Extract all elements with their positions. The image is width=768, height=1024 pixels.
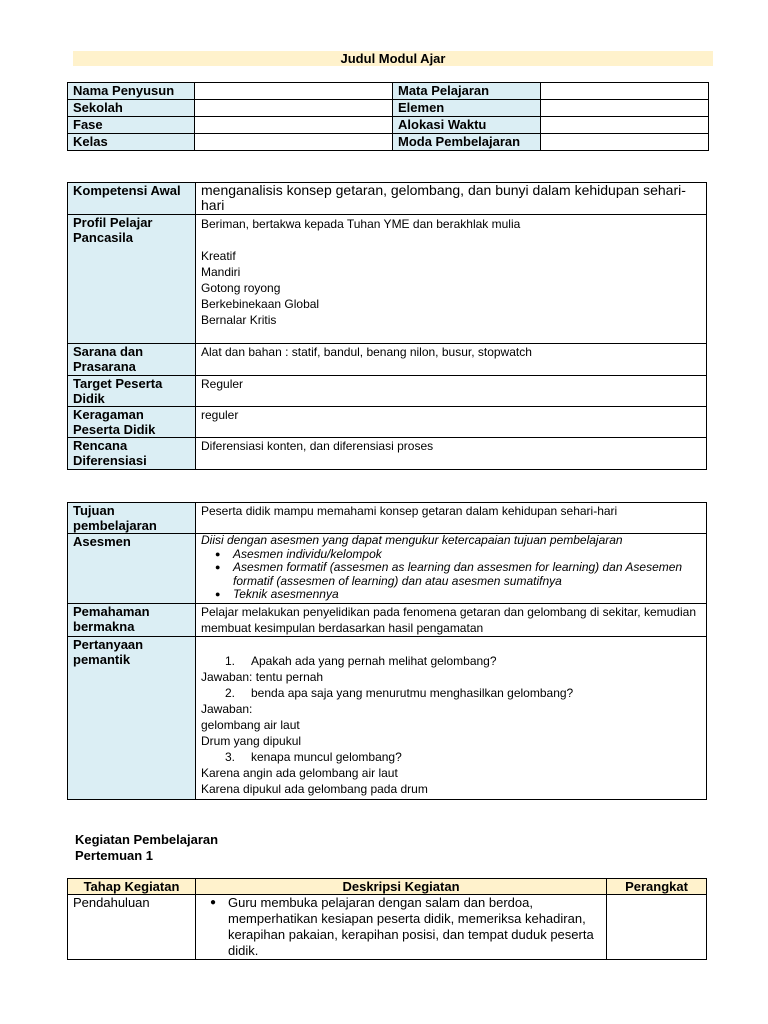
- document-title: Judul Modul Ajar: [73, 51, 713, 66]
- activity-bullet: ● Guru membuka pelajaran dengan salam dan berdoa, memperhatikan kesiapan peserta didik, memeriksa kehadiran, kerapihan pakaian, kerapihan posisi, dan tempat duduk peserta didik.: [206, 895, 601, 959]
- value-pemahaman: Pelajar melakukan penyelidikan pada fenomena getaran dan gelombang di sekitar, kemudian membuat kesimpulan berdasarkan hasil pengamatan: [196, 604, 707, 637]
- asesmen-bullet: ● Asesmen individu/kelompok: [201, 548, 701, 562]
- profil-item: Gotong royong: [201, 281, 281, 295]
- activities-subtitle: Pertemuan 1: [75, 848, 154, 863]
- label-kompetensi-awal: Kompetensi Awal: [68, 183, 196, 215]
- label-mata-pelajaran: Mata Pelajaran: [393, 83, 541, 100]
- goals-table: [67, 502, 707, 800]
- value-target: Reguler: [196, 376, 707, 407]
- answer-text: Karena dipukul ada gelombang pada drum: [201, 782, 428, 796]
- value-keragaman: reguler: [196, 407, 707, 438]
- label-kelas: Kelas: [68, 134, 195, 151]
- value-nama-penyusun[interactable]: [195, 83, 393, 100]
- value-fase[interactable]: [195, 117, 393, 134]
- asesmen-bullet: ● Teknik asesmennya: [201, 588, 701, 602]
- cell-deskripsi: [196, 895, 607, 960]
- question-item: 3. kenapa muncul gelombang?: [225, 750, 402, 764]
- label-pertanyaan: Pertanyaan pemantik: [68, 637, 196, 800]
- value-rencana: Diferensiasi konten, dan diferensiasi proses: [196, 438, 707, 470]
- question-item: 2. benda apa saja yang menurutmu menghasilkan gelombang?: [225, 686, 574, 700]
- label-sarana: Sarana dan Prasarana: [68, 344, 196, 376]
- value-sarana: Alat dan bahan : statif, bandul, benang nilon, busur, stopwatch: [196, 344, 707, 376]
- label-elemen: Elemen: [393, 100, 541, 117]
- column-header: Deskripsi Kegiatan: [196, 879, 607, 895]
- value-asesmen: [196, 534, 707, 604]
- activities-table: [67, 878, 707, 960]
- value-kompetensi-awal: menganalisis konsep getaran, gelombang, dan bunyi dalam kehidupan sehari-hari: [196, 183, 707, 215]
- column-header: Perangkat: [607, 879, 707, 895]
- value-pertanyaan: [196, 637, 707, 800]
- value-elemen[interactable]: [541, 100, 709, 117]
- profil-item: Mandiri: [201, 265, 241, 279]
- label-rencana: Rencana Diferensiasi: [68, 438, 196, 470]
- cell-perangkat: [607, 895, 707, 960]
- value-alokasi-waktu[interactable]: [541, 117, 709, 134]
- table-row: [68, 895, 707, 960]
- answer-text: Jawaban: tentu pernah: [201, 670, 324, 684]
- value-kelas[interactable]: [195, 134, 393, 151]
- asesmen-bullet: ● Asesmen formatif (assesmen as learning dan assesmen for learning) dan Asesemen formatif (assesmen of learning) dan atau asesmen sumatifnya: [201, 561, 701, 588]
- label-nama-penyusun: Nama Penyusun: [68, 83, 195, 100]
- activities-heading: [75, 832, 218, 864]
- profil-item: Bernalar Kritis: [201, 313, 277, 327]
- value-tujuan: Peserta didik mampu memahami konsep getaran dalam kehidupan sehari-hari: [196, 503, 707, 534]
- answer-text: Karena angin ada gelombang air laut: [201, 766, 398, 780]
- cell-tahap: Pendahuluan: [68, 895, 196, 960]
- question-item: 1. Apakah ada yang pernah melihat gelombang?: [225, 654, 497, 668]
- profil-item: Beriman, bertakwa kepada Tuhan YME dan berakhlak mulia: [201, 217, 521, 231]
- competency-table: [67, 182, 707, 470]
- profil-item: Berkebinekaan Global: [201, 297, 320, 311]
- asesmen-intro: Diisi dengan asesmen yang dapat mengukur ketercapaian tujuan pembelajaran: [201, 533, 623, 547]
- label-alokasi-waktu: Alokasi Waktu: [393, 117, 541, 134]
- label-fase: Fase: [68, 117, 195, 134]
- value-mata-pelajaran[interactable]: [541, 83, 709, 100]
- label-asesmen: Asesmen: [68, 534, 196, 604]
- label-target: Target Peserta Didik: [68, 376, 196, 407]
- activities-title: Kegiatan Pembelajaran: [75, 832, 219, 847]
- label-tujuan: Tujuan pembelajaran: [68, 503, 196, 534]
- answer-text: Jawaban:: [201, 702, 253, 716]
- answer-text: Drum yang dipukul: [201, 734, 302, 748]
- value-profil-pelajar: [196, 215, 707, 344]
- label-keragaman: Keragaman Peserta Didik: [68, 407, 196, 438]
- label-moda-pembelajaran: Moda Pembelajaran: [393, 134, 541, 151]
- value-moda-pembelajaran[interactable]: [541, 134, 709, 151]
- value-sekolah[interactable]: [195, 100, 393, 117]
- profil-item: Kreatif: [201, 249, 236, 263]
- label-sekolah: Sekolah: [68, 100, 195, 117]
- identity-table: [67, 82, 709, 151]
- column-header: Tahap Kegiatan: [68, 879, 196, 895]
- label-profil-pelajar: Profil Pelajar Pancasila: [68, 215, 196, 344]
- label-pemahaman: Pemahaman bermakna: [68, 604, 196, 637]
- answer-text: gelombang air laut: [201, 718, 300, 732]
